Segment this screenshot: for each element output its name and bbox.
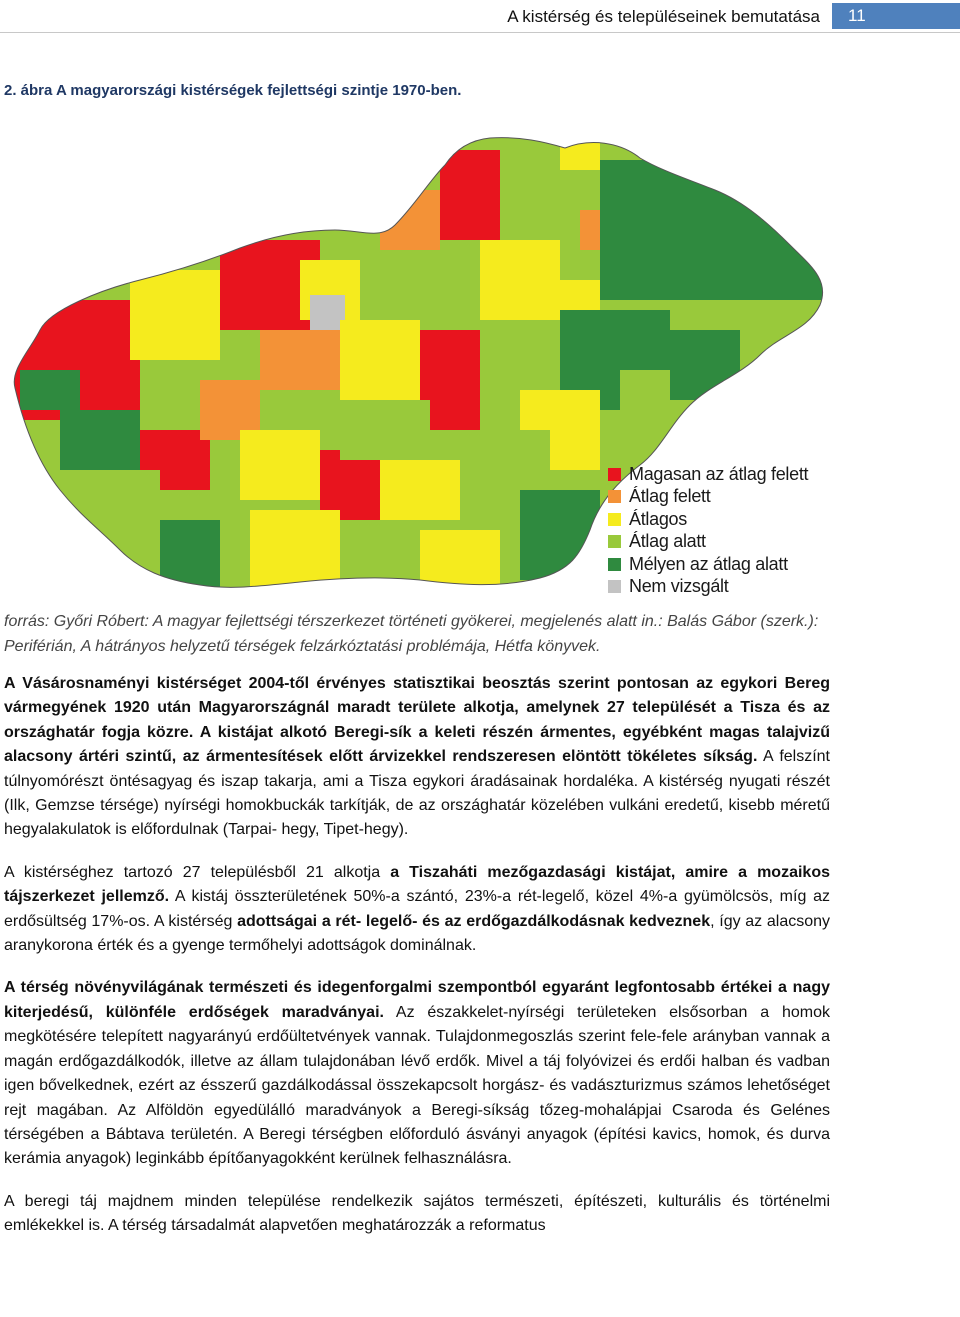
legend-swatch: [608, 535, 621, 548]
running-title: A kistérség és településeinek bemutatása: [507, 7, 820, 26]
legend-label: Mélyen az átlag alatt: [629, 553, 788, 574]
text: A felszínt túlnyomórészt öntésagyag és iszap takarja, ami a Tisza egykori áradásainak hordaléka. A kistérség nyugati részét (Ilk, Gemzse térsége) nyírségi homokbuckák tarkítják, de az országhatár közelében vulkáni eredetű, kisebb méretű hegyalakulatok is előfordulnak (Tarpai- hegy, Tipet-hegy).: [4, 748, 830, 839]
text: A beregi táj majdnem minden települése rendelkezik sajátos természeti, építészeti, kulturális és történelmi emlékekkel is. A térség társadalmát alapvetően meghatározzák a reformatus: [4, 1192, 830, 1235]
text: , így az alacsony aranykorona érték és a gyenge termőhelyi adottságok dominálnak.: [4, 912, 831, 955]
legend-label: Magasan az átlag felett: [629, 463, 809, 484]
legend-swatch: [608, 558, 621, 571]
legend-label: Átlag felett: [629, 486, 711, 507]
body-text: [4, 672, 830, 1257]
legend-item: [608, 486, 808, 509]
map-legend: [608, 463, 808, 598]
legend-swatch: [608, 468, 621, 481]
map-regions: [0, 130, 960, 610]
text: A kistérséghez tartozó 27 településből 21 alkotja: [4, 863, 391, 881]
page-header: [0, 0, 960, 34]
bold-text: A térség növényvilágának természeti és idegenforgalmi szempontból egyaránt legfontosabb értékei a nagy kiterjedésű, különféle erdőségek maradványai.: [4, 979, 830, 1021]
legend-item: [608, 531, 808, 554]
paragraph: [4, 1190, 830, 1239]
legend-item: [608, 576, 808, 599]
figure-map: [0, 130, 960, 610]
paragraph: [4, 976, 830, 1171]
legend-item: [608, 553, 808, 576]
text: A kistáj összterületének 50%-a szántó, 23%-a rét-legelő, közel 4%-a gyümölcsös, míg az erdősültség 17%-os. A kistérség: [4, 888, 830, 930]
legend-swatch: [608, 580, 621, 593]
legend-item: [608, 463, 808, 486]
figure-source: forrás: Győri Róbert: A magyar fejlettségi térszerkezet történeti gyökerei, megjelenés alatt in.: Balás Gábor (szerk.): Periférián, A hátrányos helyzetű térségek felzárkóztatási problémája, Hétfa könyvek.: [4, 613, 819, 655]
bold-text: adottságai a rét- legelő- és az erdőgazdálkodásnak kedveznek: [237, 912, 711, 930]
legend-item: [608, 508, 808, 531]
paragraph: [4, 861, 830, 959]
paragraph: [4, 672, 830, 843]
legend-swatch: [608, 513, 621, 526]
legend-swatch: [608, 490, 621, 503]
legend-label: Nem vizsgált: [629, 576, 729, 597]
figure-caption: 2. ábra A magyarországi kistérségek fejlettségi szintje 1970-ben.: [4, 82, 462, 99]
legend-label: Átlag alatt: [629, 531, 706, 552]
text: Az északkelet-nyírségi területeken elsősorban a homok megkötésére telepített nagyarányú erdőültetvények vannak. Tulajdonmegoszlás szerint fele-fele arányban vannak a magán erdőgazdálkodók, illetve az állam tulajdonában lévő erdők. Mivel a táj folyóvizei és erdői halban és vadban igen bővelkednek, ezért az ésszerű gazdálkodással összekapcsolt horgász- és vadászturizmus számos lehetőséget rejt magában. Az Alföldön egyedülálló maradványok a Beregi-síkság tőzeg-mohalápjai Csaroda és Gelénes térségében a Bábtava területén. A Beregi térségben előforduló ásványi anyagok (építési kavics, homok, és durva kerámia anyagok) leginkább építőanyagokként kerülnek felhasználásra.: [4, 1003, 831, 1168]
bold-text: a Tiszaháti mezőgazdasági kistájat, amire a mozaikos tájszerkezet jellemző.: [4, 863, 830, 906]
legend-label: Átlagos: [629, 508, 687, 529]
page-number: 11: [832, 3, 960, 29]
hungary-subregion-map: [0, 130, 960, 610]
header-rule: [0, 32, 960, 33]
bold-text: A Vásárosnaményi kistérséget 2004-től érvényes statisztikai beosztás szerint pontosan az egykori Bereg vármegyének 1920 után Magyarországnál maradt területe alkotja, amelynek 27 települését a Tisza és az országhatár fogja közre. A kistájat alkotó Beregi-sík a keleti részén ármentes, egyébként magas talajvizű alacsony ártéri szintű, az ármentesítések előtt árvizekkel rendszeresen elöntött tökéletes síkság.: [4, 675, 830, 766]
